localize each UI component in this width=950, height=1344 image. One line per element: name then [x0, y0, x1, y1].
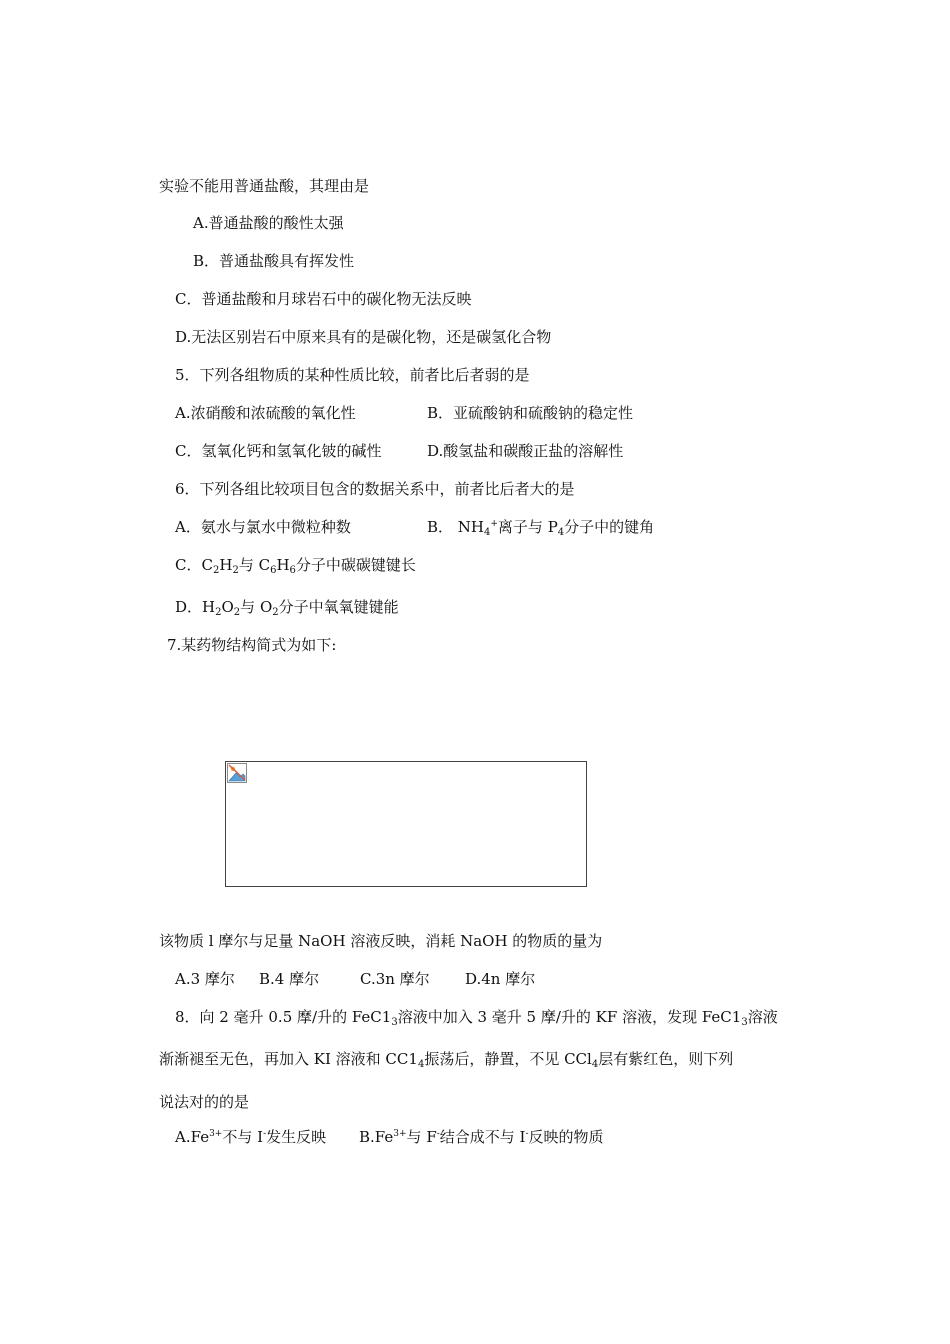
option-b: B． $NH_4^+$离子与 $P_4$分子中的键角: [427, 518, 655, 538]
question-5: 5．下列各组物质的某种性质比较，前者比后者弱的是: [175, 366, 530, 384]
text-line: 实验不能用普通盐酸，其理由是: [159, 177, 370, 195]
option-c: C．氢氧化钙和氢氧化铍的碱性: [175, 442, 382, 460]
option-b: B.4 摩尔: [259, 970, 320, 988]
question-7: 7.某药物结构简式为如下:: [167, 636, 337, 654]
option-c: C．普通盐酸和月球岩石中的碳化物无法反映: [175, 290, 472, 308]
question-6: 6．下列各组比较项目包含的数据关系中，前者比后者大的是: [175, 480, 575, 498]
option-c: C.3n 摩尔: [360, 970, 430, 988]
question-8-line-2: 渐渐褪至无色，再加入 KI 溶液和 $CC1_4$振荡后，静置，不见 CCl$_4$层有紫红色，则下列: [159, 1050, 734, 1070]
option-a: A.普通盐酸的酸性太强: [193, 214, 344, 232]
option-b: B．亚硫酸钠和硫酸钠的稳定性: [427, 404, 634, 422]
question-7-text: 该物质 l 摩尔与足量 NaOH 溶液反映，消耗 NaOH 的物质的量为: [159, 932, 603, 950]
option-a: A．氨水与氯水中微粒种数: [175, 518, 351, 536]
option-a: $A.Fe^{3+}$不与 I-发生反映: [175, 1128, 327, 1146]
option-b: B．普通盐酸具有挥发性: [193, 252, 355, 270]
broken-image-icon: [227, 763, 247, 783]
question-8-line-3: 说法对的的是: [159, 1093, 250, 1111]
option-d: D.无法区别岩石中原来具有的是碳化物，还是碳氢化合物: [175, 328, 552, 346]
option-d: D.酸氢盐和碳酸正盐的溶解性: [427, 442, 624, 460]
question-8: 8．向 2 毫升 0.5 摩/升的 $FeC1_3$溶液中加入 3 毫升 5 摩/升的 KF 溶液，发现 $FeC1_3$溶液: [175, 1008, 778, 1028]
option-d: D．$H_2O_2$与 $O_2$分子中氧氧键键能: [175, 598, 399, 618]
option-c: C．$C_2H_2$与 $C_6H_6$分子中碳碳键键长: [175, 556, 416, 576]
option-a: A.浓硝酸和浓硫酸的氧化性: [175, 404, 356, 422]
option-b: $B.Fe^{3+}$与 F-结合成不与 I-反映的物质: [359, 1128, 604, 1146]
structure-image-placeholder: [225, 761, 587, 887]
option-a: A.3 摩尔: [175, 970, 235, 988]
option-d: D.4n 摩尔: [465, 970, 536, 988]
